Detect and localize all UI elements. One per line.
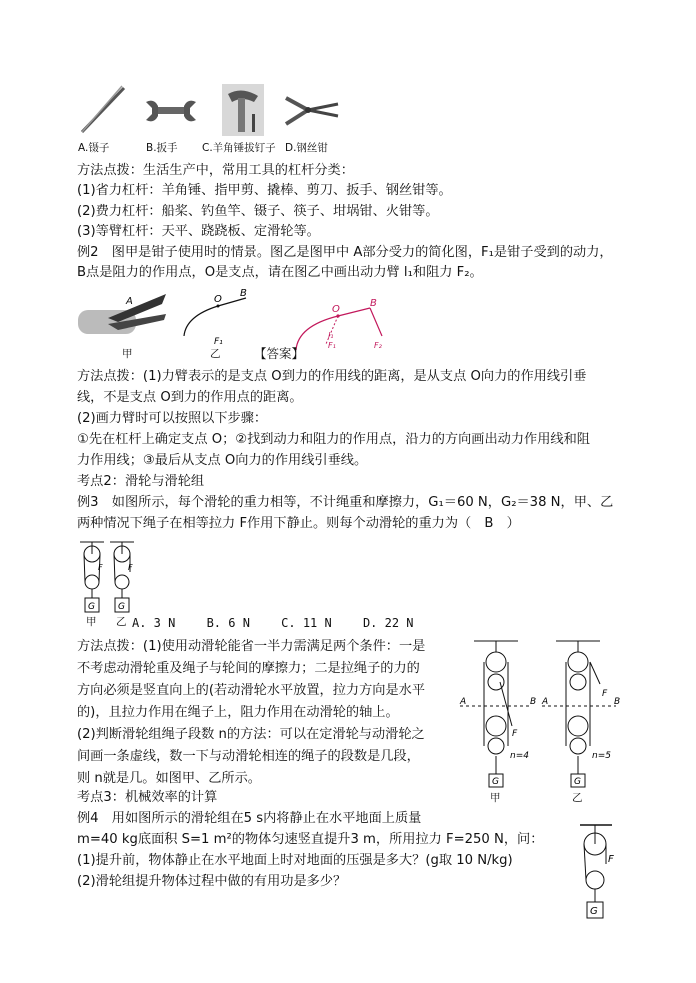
pliers-in-hand-icon: [78, 290, 170, 336]
m3-label-f1: F: [512, 729, 518, 739]
ex3-pulley-yi: [108, 540, 136, 614]
ex3-pulley-jia: [78, 540, 106, 614]
ex4-question1: (1)提升前，物体静止在水平地面上时对地面的压强是多大？(g取 10 N/kg): [77, 853, 513, 868]
kaodian3-heading: 考点3：机械效率的计算: [77, 790, 218, 805]
pulley-group-icon: [456, 638, 626, 808]
ex3-options: A. 3 N B. 6 N C. 11 N D. 22 N: [132, 616, 414, 630]
label-b: B: [240, 288, 247, 299]
answer-label-f1: F₁: [328, 341, 336, 350]
ex4-pulley-diagram: [578, 822, 624, 922]
method2-line4: ①先在杠杆上确定支点 O；②找到动力和阻力的作用点，沿力的方向画出动力作用线和阻: [77, 432, 590, 447]
ex4-f: F: [608, 854, 614, 865]
method2-line3: (2)画力臂时可以按照以下步骤：: [77, 411, 268, 426]
ex2-line2: B点是阻力的作用点，O是支点，请在图乙中画出动力臂 l₁和阻力 F₂。: [77, 265, 483, 280]
wrench-icon: [144, 96, 198, 126]
m3-label-a2: A: [542, 697, 549, 707]
label-f1: F₁: [214, 337, 223, 346]
ex4-line1: 例4 用如图所示的滑轮组在5 s内将静止在水平地面上质量: [77, 811, 422, 826]
method3-line5: (2)判断滑轮组绳子段数 n的方法：可以在定滑轮与动滑轮之: [77, 727, 425, 742]
m3-label-b2: B: [614, 697, 621, 707]
ex2-fig-jia: 甲: [122, 348, 133, 360]
claw-hammer-icon: [222, 84, 264, 136]
tool-caption-b: B.扳手: [146, 142, 178, 154]
kaodian2-heading: 考点2：滑轮与滑轮组: [77, 474, 205, 489]
answer-label-f2: F₂: [374, 341, 382, 350]
ex2-answer-label: 【答案】: [254, 346, 305, 361]
method3-fig-jia: 甲: [490, 792, 501, 804]
method2-line1: 方法点拨：(1)力臂表示的是支点 O到力的作用线的距离，是从支点 O向力的作用线引垂: [77, 369, 587, 384]
answer-label-o: O: [332, 304, 340, 315]
method3-line6: 间画一条虚线，数一下与动滑轮相连的绳子的段数是几段，: [77, 749, 420, 764]
hammer-image: [222, 84, 264, 136]
method2-line2: 线，不是支点 O到力的作用点的距离。: [77, 390, 303, 405]
ex2-line1: 例2 图甲是钳子使用时的情景。图乙是图甲中 A部分受力的简化图，F₁是钳子受到的动力，: [77, 245, 613, 260]
pulley-icon: [578, 822, 624, 922]
method3-line2: 不考虑动滑轮重及绳子与轮间的摩擦力；二是拉绳子的力的: [77, 661, 420, 676]
method3-fig-yi: 乙: [572, 792, 583, 804]
ex4-g: G: [590, 906, 598, 917]
method1-line2: (2)费力杠杆：船桨、钓鱼竿、镊子、筷子、坩埚钳、火钳等。: [77, 204, 439, 219]
method1-line3: (3)等臂杠杆：天平、跷跷板、定滑轮等。: [77, 224, 320, 239]
m3-label-a1: A: [460, 697, 467, 707]
method3-line4: 的)，且拉力作用在绳子上，阻力作用在动滑轮的轴上。: [77, 705, 399, 720]
ex3-fig-jia: 甲: [86, 616, 97, 628]
ex2-diagram-yi: [176, 288, 256, 346]
ex3-g2: G: [118, 602, 125, 612]
pliers-photo: [78, 290, 170, 336]
method3-line3: 方向必须是竖直向上的(若动滑轮水平放置，拉力方向是水平: [77, 683, 426, 698]
ex3-fig-yi: 乙: [116, 616, 127, 628]
ex2-answer-diagram: [290, 296, 390, 356]
ex3-line1: 例3 如图所示，每个滑轮的重力相等，不计绳重和摩擦力，G₁＝60 N，G₂＝38 N，甲、乙: [77, 495, 614, 510]
tool-caption-c: C.羊角锤拔钉子: [202, 142, 276, 154]
m3-g1: G: [492, 777, 499, 787]
tool-caption-d: D.钢丝钳: [285, 142, 328, 154]
method3-line1: 方法点拨：(1)使用动滑轮能省一半力需满足两个条件：一是: [77, 639, 426, 654]
tweezers-icon: [78, 84, 128, 136]
method3-diagram: [456, 638, 626, 808]
method1-line1: (1)省力杠杆：羊角锤、指甲剪、撬棒、剪刀、扳手、钢丝钳等。: [77, 183, 452, 198]
wrench-image: [144, 96, 198, 126]
ex3-f2: F: [128, 563, 133, 572]
method2-line5: 力作用线；③最后从支点 O向力的作用线引垂线。: [77, 453, 368, 468]
tool-caption-a: A.镊子: [78, 142, 110, 154]
ex3-line2: 两种情况下绳子在相等拉力 F作用下静止。则每个动滑轮的重力为（ B ）: [77, 516, 520, 531]
tweezers-image: [78, 84, 128, 136]
method1-title: 方法点拨：生活生产中，常用工具的杠杆分类：: [77, 163, 354, 178]
m3-label-b1: B: [530, 697, 537, 707]
m3-label-f2: F: [602, 689, 608, 699]
answer-label-b: B: [370, 298, 377, 309]
pulley-icon: [78, 540, 106, 614]
ex3-g1: G: [88, 602, 95, 612]
ex4-line2: m=40 kg底面积 S=1 m²的物体匀速竖直提升3 m，所用拉力 F=250 N，问：: [77, 832, 544, 847]
m3-n5: n=5: [592, 751, 611, 761]
method3-line7: 则 n就是几。如图甲、乙所示。: [77, 771, 261, 786]
m3-g2: G: [574, 777, 581, 787]
ex2-fig-yi: 乙: [210, 348, 221, 360]
pliers-image: [284, 90, 340, 132]
m3-n4: n=4: [510, 751, 529, 761]
ex4-question2: (2)滑轮组提升物体过程中做的有用功是多少？: [77, 874, 347, 889]
pliers-icon: [284, 90, 340, 132]
answer-label-l1: l₁: [328, 331, 334, 340]
pulley-icon: [108, 540, 136, 614]
label-o: O: [214, 294, 222, 305]
label-a: A: [126, 296, 133, 307]
ex3-f1: F: [98, 563, 103, 572]
